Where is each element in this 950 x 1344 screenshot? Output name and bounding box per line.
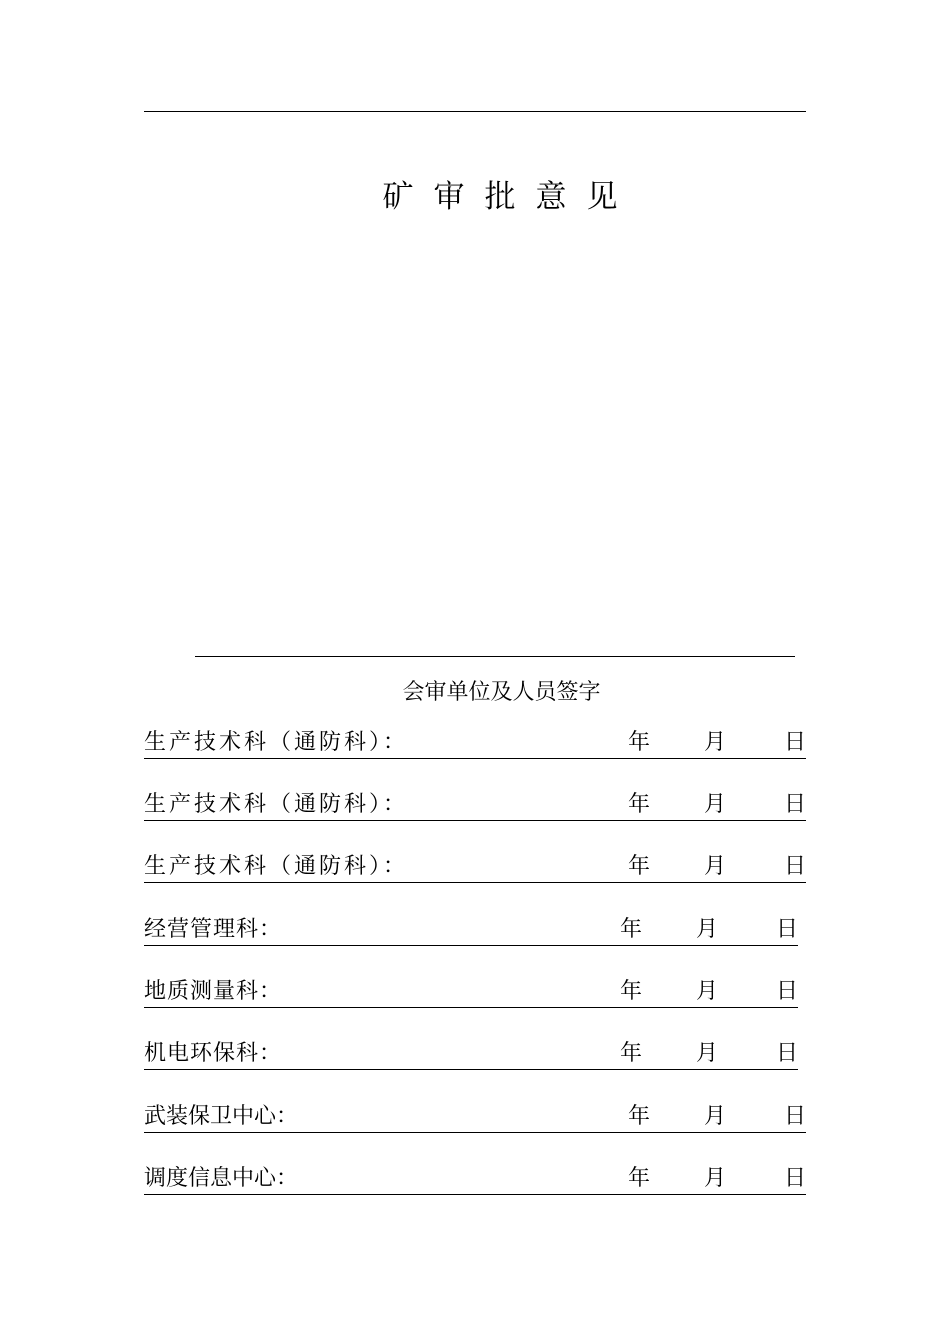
signature-heading: 会审单位及人员签字: [402, 680, 601, 705]
date-year-label: 年: [628, 792, 651, 817]
date-day-label: 日: [776, 917, 799, 942]
date-month-label: 月: [704, 1166, 727, 1191]
date-day-label: 日: [784, 1104, 807, 1129]
signature-row-electromech-env: [144, 1039, 798, 1070]
date-year-label: 年: [620, 1041, 643, 1066]
date-year-label: 年: [620, 917, 643, 942]
dept-label: 调度信息中心：: [144, 1166, 299, 1191]
date-day-label: 日: [784, 854, 807, 879]
date-month-label: 月: [704, 854, 727, 879]
section-divider: [195, 656, 795, 657]
top-divider: [144, 111, 806, 112]
signature-row-business-mgmt: [144, 915, 798, 946]
signature-row-production-tech-2: [144, 790, 806, 821]
page-title: 矿审批意见: [382, 179, 638, 215]
signature-row-geology-survey: [144, 977, 798, 1008]
date-month-label: 月: [696, 917, 719, 942]
dept-label: 生产技术科（通防科）：: [144, 730, 409, 755]
dept-label: 机电环保科：: [144, 1041, 283, 1066]
dept-label: 经营管理科：: [144, 917, 283, 942]
date-month-label: 月: [704, 792, 727, 817]
date-month-label: 月: [696, 1041, 719, 1066]
dept-label: 生产技术科（通防科）：: [144, 854, 409, 879]
date-year-label: 年: [628, 730, 651, 755]
date-year-label: 年: [620, 979, 643, 1004]
signature-row-dispatch-info: [144, 1164, 806, 1195]
date-day-label: 日: [784, 792, 807, 817]
date-day-label: 日: [784, 1166, 807, 1191]
dept-label: 地质测量科：: [144, 979, 283, 1004]
date-day-label: 日: [784, 730, 807, 755]
date-year-label: 年: [628, 1166, 651, 1191]
dept-label: 武装保卫中心：: [144, 1104, 299, 1129]
date-year-label: 年: [628, 1104, 651, 1129]
date-month-label: 月: [704, 730, 727, 755]
date-year-label: 年: [628, 854, 651, 879]
dept-label: 生产技术科（通防科）：: [144, 792, 409, 817]
signature-row-production-tech-1: [144, 728, 806, 759]
date-day-label: 日: [776, 979, 799, 1004]
date-month-label: 月: [696, 979, 719, 1004]
signature-row-production-tech-3: [144, 852, 806, 883]
date-day-label: 日: [776, 1041, 799, 1066]
date-month-label: 月: [704, 1104, 727, 1129]
signature-row-armed-security: [144, 1102, 806, 1133]
